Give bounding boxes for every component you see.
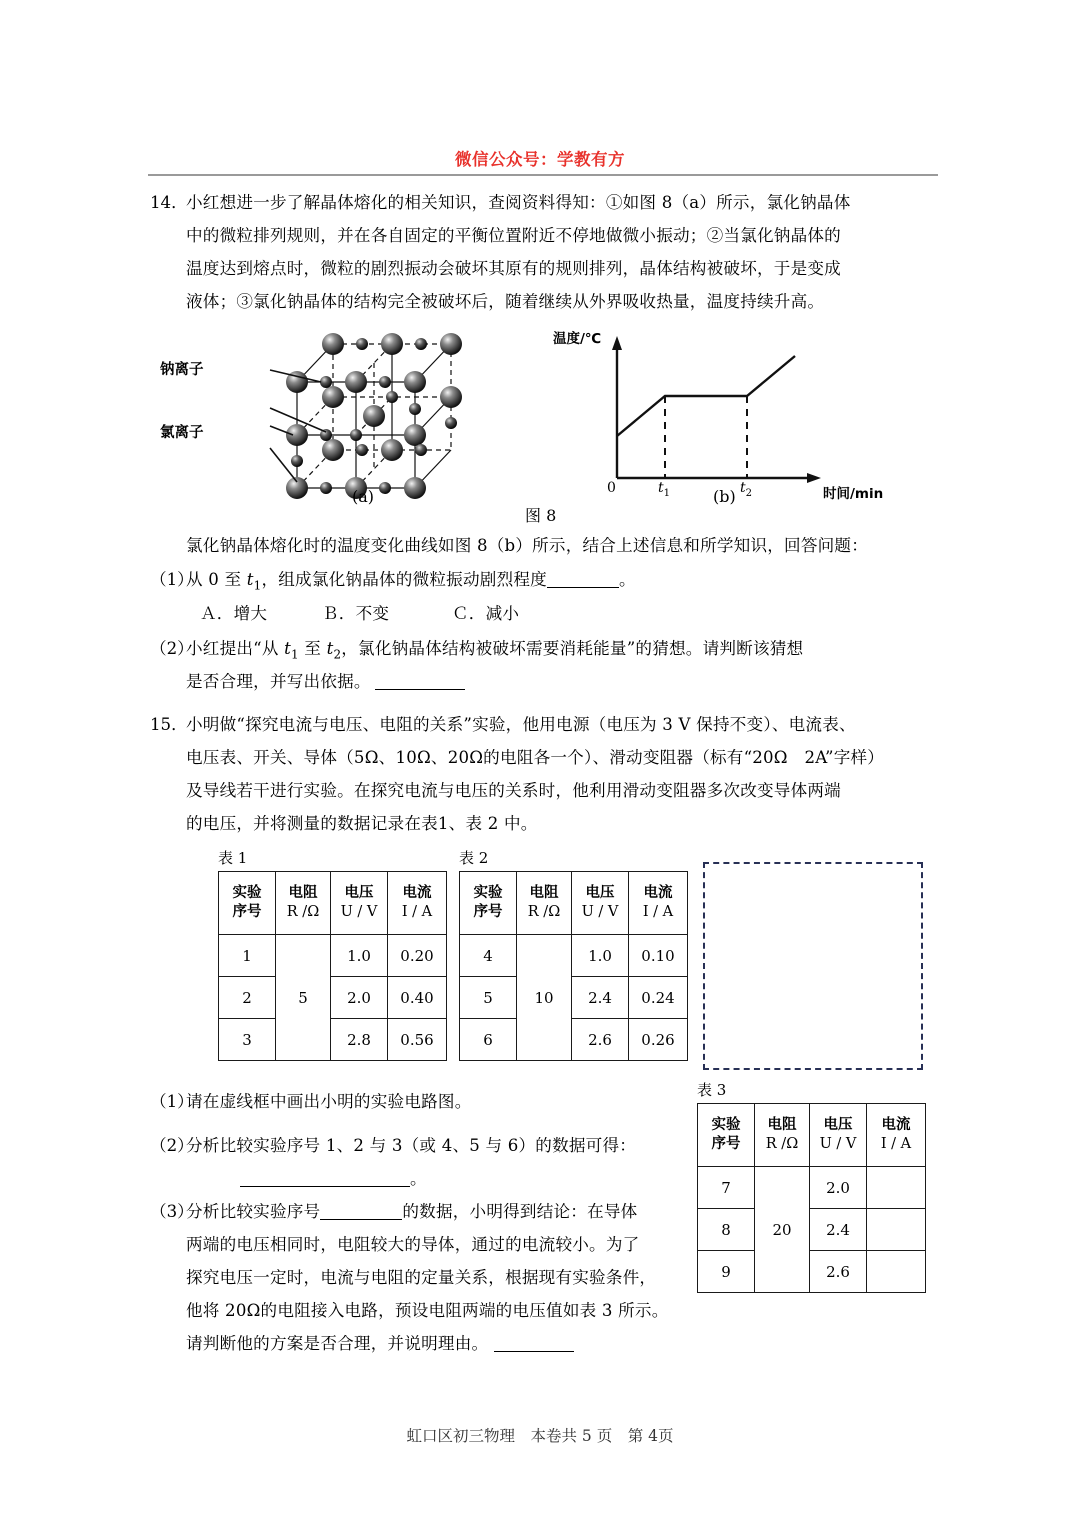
wechat-public-account-header: 微信公众号：学教有方 <box>455 150 625 169</box>
x-axis-label: 时间/min <box>823 486 884 502</box>
question-14-line-1: 小红想进一步了解晶体熔化的相关知识，查阅资料得知：①如图 8（a）所示，氯化钠晶体 <box>186 193 851 212</box>
question-15-line-3: 及导线若干进行实验。在探究电流与电压的关系时，他利用滑动变阻器多次改变导体两端 <box>186 781 841 800</box>
header-voltage-cn: 电压 <box>823 1117 853 1133</box>
header-resistance-unit: R /Ω <box>527 904 561 920</box>
header-resistance-unit: R /Ω <box>286 904 320 920</box>
sub2-line2-text: 是否合理，并写出依据。 <box>186 672 371 691</box>
table-3 <box>697 1103 926 1293</box>
cell-exp-no: 8 <box>698 1209 755 1251</box>
table-row <box>460 977 688 1019</box>
answer-blank-q15-3[interactable] <box>320 1219 402 1220</box>
sub2-text-b: 至 <box>298 639 327 658</box>
answer-blank-q15-3b[interactable] <box>494 1351 574 1352</box>
header-voltage-cn: 电压 <box>344 885 374 901</box>
tick-label-t2: $t_2$ <box>740 480 753 499</box>
cell-resistance: 20 <box>755 1167 810 1293</box>
sub2-var-t2-sub: 2 <box>333 647 342 662</box>
sub1-var: t <box>246 570 254 589</box>
question-15-sub2-marker: （2） <box>150 1136 194 1155</box>
header-exp-no-line2: 序号 <box>473 904 503 920</box>
header-divider <box>148 174 938 176</box>
cell-voltage: 2.0 <box>810 1167 867 1209</box>
table-header-row <box>219 872 447 935</box>
question-15-number: 15． <box>150 715 188 734</box>
header-exp-no <box>219 872 276 935</box>
question-14-line-2: 中的微粒排列规则，并在各自固定的平衡位置附近不停地做微小振动；②当氯化钠晶体的 <box>186 226 841 245</box>
sub2-tail: 。 <box>410 1169 427 1188</box>
cell-voltage: 2.0 <box>331 977 388 1019</box>
header-current-unit: I / A <box>642 904 674 920</box>
chloride-ion-spheres <box>286 333 462 499</box>
header-exp-no-line2: 序号 <box>711 1136 741 1152</box>
header-resistance <box>276 872 331 935</box>
header-current <box>388 872 447 935</box>
sub3-line5-text: 请判断他的方案是否合理，并说明理由。 <box>186 1334 489 1353</box>
question-15-sub1-marker: （1） <box>150 1092 194 1111</box>
header-current-cn: 电流 <box>881 1117 911 1133</box>
table-row <box>698 1251 926 1293</box>
header-resistance <box>517 872 572 935</box>
origin-tick-label: 0 <box>607 480 616 496</box>
figure-caption-a: (a) <box>352 487 375 506</box>
cell-current: 0.40 <box>388 977 447 1019</box>
tick-label-t1: $t_1$ <box>658 480 671 499</box>
header-resistance <box>755 1104 810 1167</box>
cell-current: 0.20 <box>388 935 447 977</box>
sub2-text-c: ，氯化钠晶体结构被破坏需要消耗能量”的猜想。请判断该猜想 <box>341 639 804 658</box>
table-row <box>219 935 447 977</box>
header-exp-no-line2: 序号 <box>232 904 262 920</box>
question-15-sub3-line-5 <box>186 1327 574 1360</box>
table-header-row <box>698 1104 926 1167</box>
table-1-wrapper <box>218 847 447 1061</box>
header-resistance-cn: 电阻 <box>767 1117 797 1133</box>
table-3-wrapper <box>697 1079 926 1293</box>
answer-blank-q15-2[interactable] <box>240 1186 410 1187</box>
sub1-var-sub: 1 <box>253 578 262 593</box>
table-2-wrapper <box>459 847 688 1061</box>
cell-voltage: 2.4 <box>810 1209 867 1251</box>
option-b[interactable]: Ｂ．不变 <box>322 604 390 623</box>
cell-current-blank[interactable] <box>867 1167 926 1209</box>
cell-exp-no: 6 <box>460 1019 517 1061</box>
header-current-cn: 电流 <box>643 885 673 901</box>
table-row <box>219 977 447 1019</box>
question-15-sub2-answer-line <box>240 1162 427 1195</box>
header-current <box>867 1104 926 1167</box>
question-15-sub3-line-4: 他将 20Ω的电阻接入电路，预设电阻两端的电压值如表 3 所示。 <box>186 1301 669 1320</box>
question-14-lead-in: 氯化钠晶体熔化时的温度变化曲线如图 8（b）所示，结合上述信息和所学知识，回答问题： <box>186 536 869 555</box>
question-15-sub3-marker: （3） <box>150 1202 194 1221</box>
figure-caption-b: (b) <box>713 487 736 506</box>
cell-exp-no: 4 <box>460 935 517 977</box>
cell-exp-no: 7 <box>698 1167 755 1209</box>
question-14-line-3: 温度达到熔点时，微粒的剧烈振动会破坏其原有的规则排列，晶体结构被破坏，于是变成 <box>186 259 841 278</box>
header-current <box>629 872 688 935</box>
header-resistance-cn: 电阻 <box>288 885 318 901</box>
page-footer: 虹口区初三物理 本卷共 5 页 第 4页 <box>406 1427 674 1445</box>
header-voltage <box>810 1104 867 1167</box>
cell-current: 0.10 <box>629 935 688 977</box>
cell-voltage: 2.6 <box>572 1019 629 1061</box>
table-row <box>460 935 688 977</box>
header-voltage-unit: U / V <box>819 1136 857 1152</box>
table-row <box>698 1167 926 1209</box>
header-exp-no-line1: 实验 <box>473 885 503 901</box>
table-2 <box>459 871 688 1061</box>
sub1-text-before: 从 0 至 <box>186 570 247 589</box>
table-1 <box>218 871 447 1061</box>
question-15-sub3-line-2: 两端的电压相同时，电阻较大的导体，通过的电流较小。为了 <box>186 1235 640 1254</box>
lattice-label-sodium-ion: 钠离子 <box>160 362 204 378</box>
question-15-line-2: 电压表、开关、导体（5Ω、10Ω、20Ω的电阻各一个）、滑动变阻器（标有“20Ω 2A”字样） <box>186 748 885 767</box>
cell-voltage: 2.8 <box>331 1019 388 1061</box>
header-voltage-cn: 电压 <box>585 885 615 901</box>
cell-current-blank[interactable] <box>867 1251 926 1293</box>
cell-resistance: 5 <box>276 935 331 1061</box>
option-a[interactable]: Ａ．增大 <box>200 604 268 623</box>
sub2-var-t1-sub: 1 <box>291 647 299 662</box>
header-voltage-unit: U / V <box>581 904 619 920</box>
cell-exp-no: 5 <box>460 977 517 1019</box>
nacl-lattice-svg <box>225 330 485 505</box>
question-14-line-4: 液体；③氯化钠晶体的结构完全被破坏后，随着继续从外界吸收热量，温度持续升高。 <box>186 292 825 311</box>
sub2-text-a: 小红提出“从 <box>186 639 285 658</box>
table-row <box>219 1019 447 1061</box>
header-exp-no <box>698 1104 755 1167</box>
table-3-title: 表 3 <box>697 1081 727 1099</box>
question-15-sub3-line-3: 探究电压一定时，电流与电阻的定量关系，根据现有实验条件， <box>186 1268 657 1287</box>
sub1-text-after: ，组成氯化钠晶体的微粒振动剧烈程度 <box>261 570 547 589</box>
header-current-unit: I / A <box>401 904 433 920</box>
question-14-sub1-marker: （1） <box>150 570 194 589</box>
header-exp-no <box>460 872 517 935</box>
cell-resistance: 10 <box>517 935 572 1061</box>
answer-blank-q14-1[interactable] <box>547 587 619 588</box>
y-axis-label: 温度/℃ <box>553 331 602 347</box>
table-1-title: 表 1 <box>218 849 248 867</box>
cell-current: 0.56 <box>388 1019 447 1061</box>
question-14-number: 14． <box>150 193 188 212</box>
question-15-sub1-text: 请在虚线框中画出小明的实验电路图。 <box>186 1092 472 1111</box>
cell-exp-no: 9 <box>698 1251 755 1293</box>
cell-exp-no: 1 <box>219 935 276 977</box>
header-voltage <box>331 872 388 935</box>
question-14-sub2-line-2 <box>186 665 465 698</box>
question-14-sub2-marker: （2） <box>150 639 194 658</box>
question-15-sub3-line-1 <box>186 1195 637 1228</box>
table-row <box>460 1019 688 1061</box>
cell-voltage: 2.6 <box>810 1251 867 1293</box>
question-15-line-4: 的电压，并将测量的数据记录在表1、表 2 中。 <box>186 814 538 833</box>
header-current-unit: I / A <box>880 1136 912 1152</box>
cell-current: 0.26 <box>629 1019 688 1061</box>
header-current-cn: 电流 <box>402 885 432 901</box>
header-voltage-unit: U / V <box>340 904 378 920</box>
option-c[interactable]: Ｃ．减小 <box>452 604 520 623</box>
cell-exp-no: 3 <box>219 1019 276 1061</box>
figure-8b-melting-curve <box>555 330 915 505</box>
sub3-text-a: 分析比较实验序号 <box>186 1202 321 1221</box>
header-exp-no-line1: 实验 <box>711 1117 741 1133</box>
header-voltage <box>572 872 629 935</box>
cell-current: 0.24 <box>629 977 688 1019</box>
sub2-var-t1: t <box>284 639 292 658</box>
melting-curve-svg <box>555 330 915 505</box>
cell-exp-no: 2 <box>219 977 276 1019</box>
figure-8a-nacl-lattice <box>160 330 485 505</box>
figure-caption-main: 图 8 <box>525 506 557 525</box>
lattice-label-chloride-ion: 氯离子 <box>160 425 204 441</box>
sub2-var-t2: t <box>326 639 334 658</box>
sub3-text-b: 的数据，小明得到结论：在导体 <box>402 1202 638 1221</box>
table-2-title: 表 2 <box>459 849 489 867</box>
cell-current-blank[interactable] <box>867 1209 926 1251</box>
header-exp-no-line1: 实验 <box>232 885 262 901</box>
table-header-row <box>460 872 688 935</box>
answer-blank-q14-2[interactable] <box>375 689 465 690</box>
question-15-line-1: 小明做“探究电流与电压、电阻的关系”实验，他用电源（电压为 3 V 保持不变）、电流表、 <box>186 715 856 734</box>
cell-voltage: 2.4 <box>572 977 629 1019</box>
cell-voltage: 1.0 <box>331 935 388 977</box>
question-15-sub2-text: 分析比较实验序号 1、2 与 3（或 4、5 与 6）的数据可得： <box>186 1136 637 1155</box>
header-resistance-unit: R /Ω <box>765 1136 799 1152</box>
header-resistance-cn: 电阻 <box>529 885 559 901</box>
temperature-curve <box>617 356 795 436</box>
cell-voltage: 1.0 <box>572 935 629 977</box>
table-row <box>698 1209 926 1251</box>
circuit-diagram-drawing-box[interactable] <box>703 862 923 1070</box>
sub1-tail: 。 <box>618 570 636 589</box>
